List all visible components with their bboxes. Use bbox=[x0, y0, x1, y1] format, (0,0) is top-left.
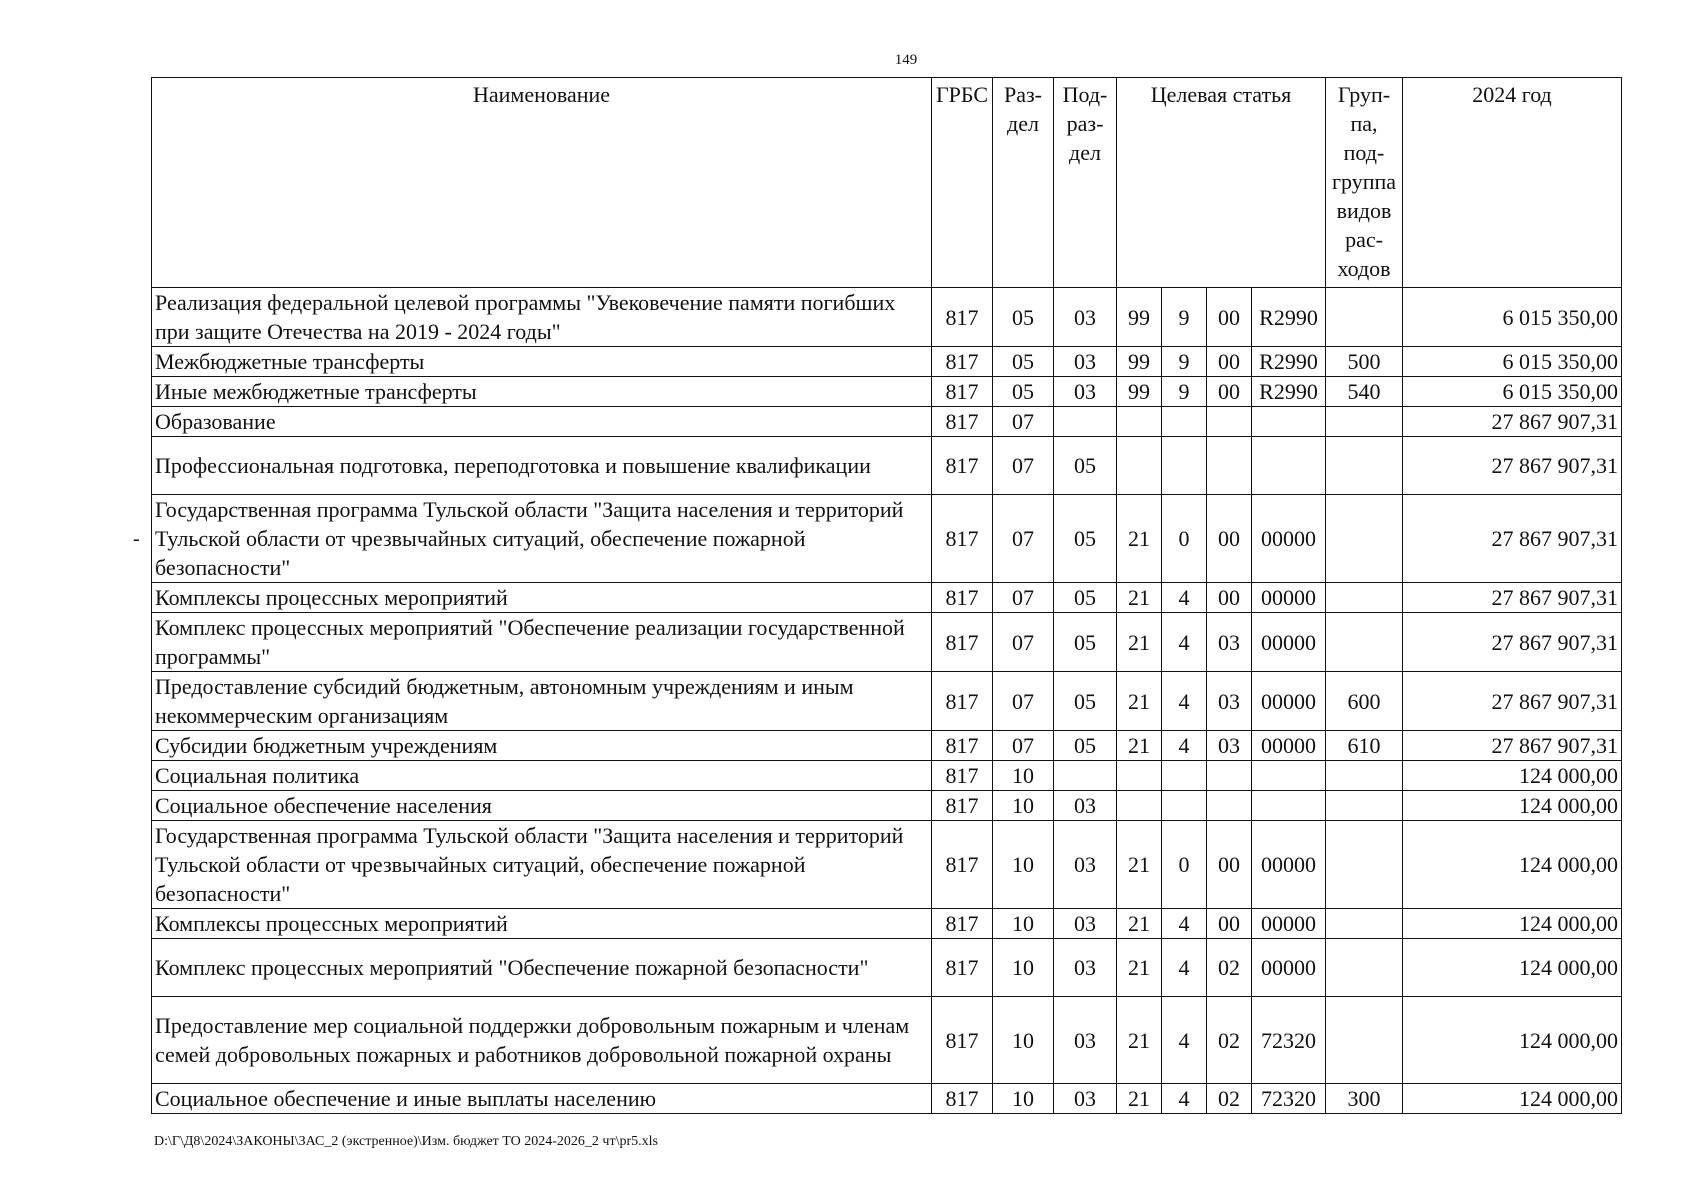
cell-pr: 05 bbox=[1054, 613, 1117, 672]
table-row bbox=[152, 821, 1622, 909]
table-row bbox=[152, 761, 1622, 791]
cell-rz: 10 bbox=[993, 791, 1054, 821]
cell-name: Образование bbox=[152, 407, 932, 437]
cell-t2 bbox=[1162, 761, 1207, 791]
cell-vr: 600 bbox=[1326, 672, 1403, 731]
cell-t3 bbox=[1207, 407, 1252, 437]
cell-rz: 07 bbox=[993, 613, 1054, 672]
cell-t2: 4 bbox=[1162, 613, 1207, 672]
cell-t3: 00 bbox=[1207, 909, 1252, 939]
cell-name: Социальная политика bbox=[152, 761, 932, 791]
file-path-footer: D:\Г\Д8\2024\ЗАКОНЫ\ЗАС_2 (экстренное)\Изм. бюджет ТО 2024-2026_2 чт\pr5.xls bbox=[154, 1134, 658, 1149]
cell-grbs: 817 bbox=[932, 997, 993, 1084]
cell-sum: 124 000,00 bbox=[1403, 909, 1622, 939]
cell-rz: 10 bbox=[993, 939, 1054, 997]
cell-sum: 27 867 907,31 bbox=[1403, 731, 1622, 761]
cell-sum: 27 867 907,31 bbox=[1403, 407, 1622, 437]
cell-t1: 99 bbox=[1117, 377, 1162, 407]
cell-sum: 124 000,00 bbox=[1403, 939, 1622, 997]
cell-pr: 03 bbox=[1054, 288, 1117, 347]
cell-t4: 00000 bbox=[1252, 583, 1326, 613]
table-row bbox=[152, 731, 1622, 761]
cell-grbs: 817 bbox=[932, 761, 993, 791]
cell-vr bbox=[1326, 821, 1403, 909]
cell-vr: 500 bbox=[1326, 347, 1403, 377]
cell-t1: 21 bbox=[1117, 821, 1162, 909]
cell-t3: 00 bbox=[1207, 347, 1252, 377]
table-row bbox=[152, 495, 1622, 583]
cell-t4: 00000 bbox=[1252, 909, 1326, 939]
cell-vr bbox=[1326, 288, 1403, 347]
cell-name: Субсидии бюджетным учреждениям bbox=[152, 731, 932, 761]
cell-pr: 03 bbox=[1054, 347, 1117, 377]
cell-t1: 21 bbox=[1117, 1084, 1162, 1114]
cell-pr: 03 bbox=[1054, 939, 1117, 997]
cell-rz: 10 bbox=[993, 821, 1054, 909]
cell-t4: 00000 bbox=[1252, 495, 1326, 583]
cell-name: Комплексы процессных мероприятий bbox=[152, 583, 932, 613]
cell-t2: 9 bbox=[1162, 377, 1207, 407]
cell-rz: 10 bbox=[993, 909, 1054, 939]
margin-mark: - bbox=[133, 528, 140, 550]
cell-t1: 21 bbox=[1117, 672, 1162, 731]
cell-sum: 27 867 907,31 bbox=[1403, 437, 1622, 495]
cell-t2: 9 bbox=[1162, 347, 1207, 377]
cell-t1: 21 bbox=[1117, 731, 1162, 761]
cell-grbs: 817 bbox=[932, 377, 993, 407]
cell-pr: 05 bbox=[1054, 731, 1117, 761]
cell-name: Комплекс процессных мероприятий "Обеспечение пожарной безопасности" bbox=[152, 939, 932, 997]
cell-vr bbox=[1326, 583, 1403, 613]
cell-t1: 99 bbox=[1117, 288, 1162, 347]
cell-pr bbox=[1054, 761, 1117, 791]
header-grbs: ГРБС bbox=[932, 78, 993, 288]
cell-sum: 6 015 350,00 bbox=[1403, 377, 1622, 407]
cell-grbs: 817 bbox=[932, 821, 993, 909]
cell-t4: 00000 bbox=[1252, 672, 1326, 731]
cell-grbs: 817 bbox=[932, 583, 993, 613]
cell-vr bbox=[1326, 613, 1403, 672]
cell-name: Иные межбюджетные трансферты bbox=[152, 377, 932, 407]
cell-grbs: 817 bbox=[932, 791, 993, 821]
table-row bbox=[152, 791, 1622, 821]
cell-t2: 4 bbox=[1162, 939, 1207, 997]
cell-name: Государственная программа Тульской области "Защита населения и территорий Тульской области от чрезвычайных ситуаций, обеспечение пожарной безопасности" bbox=[152, 821, 932, 909]
cell-pr: 03 bbox=[1054, 821, 1117, 909]
table-row bbox=[152, 583, 1622, 613]
table-row bbox=[152, 377, 1622, 407]
cell-sum: 124 000,00 bbox=[1403, 761, 1622, 791]
cell-t3 bbox=[1207, 437, 1252, 495]
cell-grbs: 817 bbox=[932, 672, 993, 731]
cell-t3: 02 bbox=[1207, 1084, 1252, 1114]
table-row bbox=[152, 997, 1622, 1084]
cell-grbs: 817 bbox=[932, 288, 993, 347]
cell-name: Реализация федеральной целевой программы "Увековечение памяти погибших при защите Отечества на 2019 - 2024 годы" bbox=[152, 288, 932, 347]
cell-t4: 00000 bbox=[1252, 939, 1326, 997]
cell-pr: 03 bbox=[1054, 791, 1117, 821]
cell-t4: 00000 bbox=[1252, 821, 1326, 909]
cell-name: Предоставление субсидий бюджетным, автономным учреждениям и иным некоммерческим организациям bbox=[152, 672, 932, 731]
cell-name: Межбюджетные трансферты bbox=[152, 347, 932, 377]
cell-t2: 4 bbox=[1162, 731, 1207, 761]
cell-t4 bbox=[1252, 761, 1326, 791]
cell-t1: 21 bbox=[1117, 583, 1162, 613]
cell-vr bbox=[1326, 939, 1403, 997]
cell-t1: 21 bbox=[1117, 613, 1162, 672]
header-razdel: Раз-дел bbox=[993, 78, 1054, 288]
cell-t4 bbox=[1252, 437, 1326, 495]
header-podrazdel: Под-раз-дел bbox=[1054, 78, 1117, 288]
cell-vr bbox=[1326, 495, 1403, 583]
cell-name: Социальное обеспечение и иные выплаты населению bbox=[152, 1084, 932, 1114]
cell-vr bbox=[1326, 909, 1403, 939]
cell-t1 bbox=[1117, 791, 1162, 821]
cell-pr: 05 bbox=[1054, 583, 1117, 613]
cell-t3: 03 bbox=[1207, 672, 1252, 731]
cell-pr: 05 bbox=[1054, 437, 1117, 495]
cell-t1 bbox=[1117, 407, 1162, 437]
cell-rz: 05 bbox=[993, 377, 1054, 407]
cell-t3: 00 bbox=[1207, 583, 1252, 613]
cell-pr: 03 bbox=[1054, 909, 1117, 939]
cell-rz: 10 bbox=[993, 1084, 1054, 1114]
cell-rz: 05 bbox=[993, 288, 1054, 347]
page-number: 149 bbox=[894, 52, 918, 68]
cell-pr: 03 bbox=[1054, 377, 1117, 407]
cell-t2: 4 bbox=[1162, 672, 1207, 731]
cell-vr: 540 bbox=[1326, 377, 1403, 407]
table-row bbox=[152, 1084, 1622, 1114]
cell-t3: 00 bbox=[1207, 821, 1252, 909]
table-row bbox=[152, 347, 1622, 377]
cell-t4: 72320 bbox=[1252, 997, 1326, 1084]
cell-t2 bbox=[1162, 791, 1207, 821]
cell-name: Профессиональная подготовка, переподготовка и повышение квалификации bbox=[152, 437, 932, 495]
cell-t1 bbox=[1117, 437, 1162, 495]
cell-vr: 610 bbox=[1326, 731, 1403, 761]
cell-grbs: 817 bbox=[932, 939, 993, 997]
cell-t3 bbox=[1207, 761, 1252, 791]
cell-rz: 07 bbox=[993, 583, 1054, 613]
cell-name: Комплексы процессных мероприятий bbox=[152, 909, 932, 939]
cell-t1 bbox=[1117, 761, 1162, 791]
cell-t1: 21 bbox=[1117, 909, 1162, 939]
cell-t3: 02 bbox=[1207, 997, 1252, 1084]
cell-sum: 124 000,00 bbox=[1403, 1084, 1622, 1114]
cell-pr: 03 bbox=[1054, 1084, 1117, 1114]
cell-vr bbox=[1326, 761, 1403, 791]
cell-name: Государственная программа Тульской области "Защита населения и территорий Тульской области от чрезвычайных ситуаций, обеспечение пожарной безопасности" bbox=[152, 495, 932, 583]
header-group: Груп-па, под-группа видов рас-ходов bbox=[1326, 78, 1403, 288]
cell-grbs: 817 bbox=[932, 731, 993, 761]
cell-grbs: 817 bbox=[932, 437, 993, 495]
cell-t3: 00 bbox=[1207, 495, 1252, 583]
cell-grbs: 817 bbox=[932, 407, 993, 437]
cell-rz: 10 bbox=[993, 761, 1054, 791]
cell-grbs: 817 bbox=[932, 347, 993, 377]
header-target: Целевая статья bbox=[1117, 78, 1326, 288]
cell-rz: 07 bbox=[993, 407, 1054, 437]
table-row bbox=[152, 437, 1622, 495]
cell-sum: 27 867 907,31 bbox=[1403, 495, 1622, 583]
cell-t3: 02 bbox=[1207, 939, 1252, 997]
cell-t2 bbox=[1162, 437, 1207, 495]
cell-sum: 6 015 350,00 bbox=[1403, 347, 1622, 377]
cell-vr bbox=[1326, 407, 1403, 437]
cell-vr bbox=[1326, 997, 1403, 1084]
cell-t2 bbox=[1162, 407, 1207, 437]
cell-grbs: 817 bbox=[932, 909, 993, 939]
cell-name: Комплекс процессных мероприятий "Обеспечение реализации государственной программы" bbox=[152, 613, 932, 672]
cell-rz: 07 bbox=[993, 437, 1054, 495]
cell-vr bbox=[1326, 791, 1403, 821]
table-row bbox=[152, 407, 1622, 437]
cell-rz: 07 bbox=[993, 495, 1054, 583]
header-row bbox=[152, 78, 1622, 288]
cell-t2: 0 bbox=[1162, 821, 1207, 909]
cell-t3: 03 bbox=[1207, 731, 1252, 761]
cell-rz: 07 bbox=[993, 672, 1054, 731]
cell-name: Социальное обеспечение населения bbox=[152, 791, 932, 821]
budget-table bbox=[151, 77, 1622, 1114]
cell-t1: 99 bbox=[1117, 347, 1162, 377]
table-row bbox=[152, 939, 1622, 997]
cell-t4: R2990 bbox=[1252, 288, 1326, 347]
cell-sum: 124 000,00 bbox=[1403, 791, 1622, 821]
cell-t1: 21 bbox=[1117, 495, 1162, 583]
cell-sum: 124 000,00 bbox=[1403, 997, 1622, 1084]
cell-sum: 27 867 907,31 bbox=[1403, 583, 1622, 613]
cell-t4: R2990 bbox=[1252, 377, 1326, 407]
cell-t4 bbox=[1252, 407, 1326, 437]
cell-t4: R2990 bbox=[1252, 347, 1326, 377]
cell-sum: 27 867 907,31 bbox=[1403, 672, 1622, 731]
cell-t2: 4 bbox=[1162, 997, 1207, 1084]
cell-t4: 00000 bbox=[1252, 613, 1326, 672]
cell-grbs: 817 bbox=[932, 613, 993, 672]
cell-name: Предоставление мер социальной поддержки добровольным пожарным и членам семей добровольных пожарных и работников добровольной пожарной охраны bbox=[152, 997, 932, 1084]
cell-t2: 4 bbox=[1162, 583, 1207, 613]
cell-t2: 4 bbox=[1162, 909, 1207, 939]
cell-vr: 300 bbox=[1326, 1084, 1403, 1114]
cell-t4 bbox=[1252, 791, 1326, 821]
table-row bbox=[152, 613, 1622, 672]
cell-t3 bbox=[1207, 791, 1252, 821]
cell-t1: 21 bbox=[1117, 997, 1162, 1084]
cell-rz: 05 bbox=[993, 347, 1054, 377]
cell-pr: 03 bbox=[1054, 997, 1117, 1084]
cell-pr bbox=[1054, 407, 1117, 437]
cell-t2: 9 bbox=[1162, 288, 1207, 347]
header-name: Наименование bbox=[152, 78, 932, 288]
cell-rz: 07 bbox=[993, 731, 1054, 761]
cell-t4: 72320 bbox=[1252, 1084, 1326, 1114]
table-row bbox=[152, 909, 1622, 939]
table-row bbox=[152, 288, 1622, 347]
cell-t3: 03 bbox=[1207, 613, 1252, 672]
cell-sum: 27 867 907,31 bbox=[1403, 613, 1622, 672]
cell-t2: 4 bbox=[1162, 1084, 1207, 1114]
cell-t3: 00 bbox=[1207, 377, 1252, 407]
cell-t2: 0 bbox=[1162, 495, 1207, 583]
header-year: 2024 год bbox=[1403, 78, 1622, 288]
table-row bbox=[152, 672, 1622, 731]
cell-t4: 00000 bbox=[1252, 731, 1326, 761]
cell-pr: 05 bbox=[1054, 672, 1117, 731]
cell-grbs: 817 bbox=[932, 1084, 993, 1114]
cell-pr: 05 bbox=[1054, 495, 1117, 583]
cell-rz: 10 bbox=[993, 997, 1054, 1084]
cell-t1: 21 bbox=[1117, 939, 1162, 997]
cell-vr bbox=[1326, 437, 1403, 495]
cell-sum: 6 015 350,00 bbox=[1403, 288, 1622, 347]
cell-t3: 00 bbox=[1207, 288, 1252, 347]
cell-sum: 124 000,00 bbox=[1403, 821, 1622, 909]
cell-grbs: 817 bbox=[932, 495, 993, 583]
